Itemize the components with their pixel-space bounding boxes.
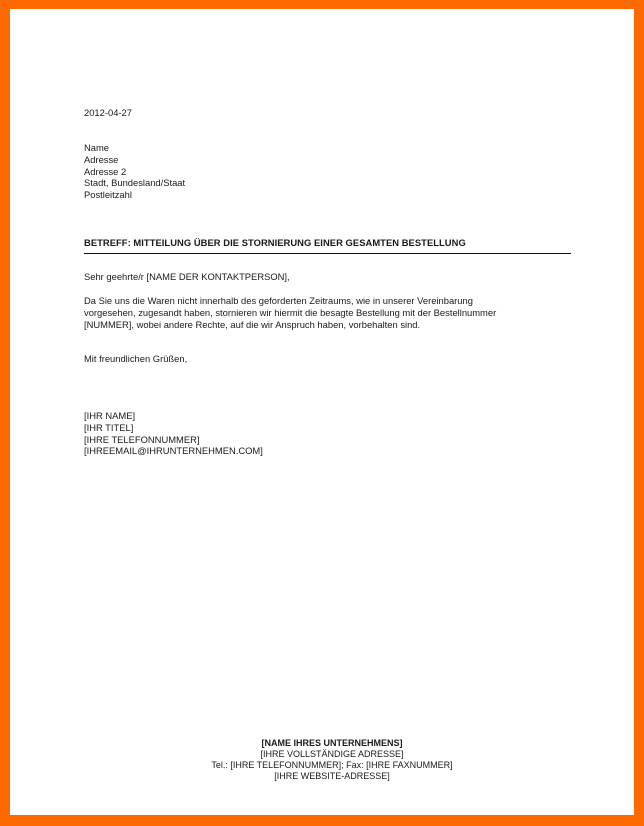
recipient-name: Name (84, 142, 110, 153)
body-line: [NUMMER], wobei andere Rechte, auf die wir Anspruch haben, vorbehalten sind. (84, 318, 421, 330)
recipient-city-state: Stadt, Bundesland/Staat (84, 177, 186, 189)
recipient-street: Adresse (84, 153, 119, 165)
signature-title: [IHR TITEL] (84, 421, 134, 433)
signature-email: [IHREEMAIL@IHRUNTERNEHMEN.COM] (84, 445, 263, 457)
letter-date: 2012-04-27 (84, 107, 132, 118)
body-line: vorgesehen, zugesandt haben, stornieren wir hiermit die besagte Bestellung mit der Bestellnummer (84, 306, 497, 318)
signature-name: [IHR NAME] (84, 410, 136, 421)
recipient-postcode: Postleitzahl (84, 189, 132, 201)
recipient-address (84, 142, 185, 201)
recipient-street-2: Adresse 2 (84, 165, 127, 177)
letter-page (10, 9, 634, 815)
subject-line: BETREFF: MITTEILUNG ÜBER DIE STORNIERUNG EINER GESAMTEN BESTELLUNG (84, 237, 466, 248)
footer-phone-fax: Tel.: [IHRE TELEFONNUMMER]; Fax: [IHRE FAXNUMMER] (211, 760, 453, 770)
signature-phone: [IHRE TELEFONNUMMER] (84, 433, 200, 445)
signature-block (84, 410, 263, 457)
salutation: Sehr geehrte/r [NAME DER KONTAKTPERSON], (84, 271, 290, 282)
subject-rule (84, 253, 571, 254)
footer-website: [IHRE WEBSITE-ADRESSE] (274, 771, 390, 781)
closing: Mit freundlichen Grüßen, (84, 353, 188, 364)
footer-company: [NAME IHRES UNTERNEHMENS] (261, 738, 403, 748)
body-paragraph (84, 295, 496, 330)
footer-address: [IHRE VOLLSTÄNDIGE ADRESSE] (260, 749, 404, 759)
footer (180, 738, 484, 782)
body-line: Da Sie uns die Waren nicht innerhalb des geforderten Zeitraums, wie in unserer Vereinbarung (84, 295, 473, 306)
